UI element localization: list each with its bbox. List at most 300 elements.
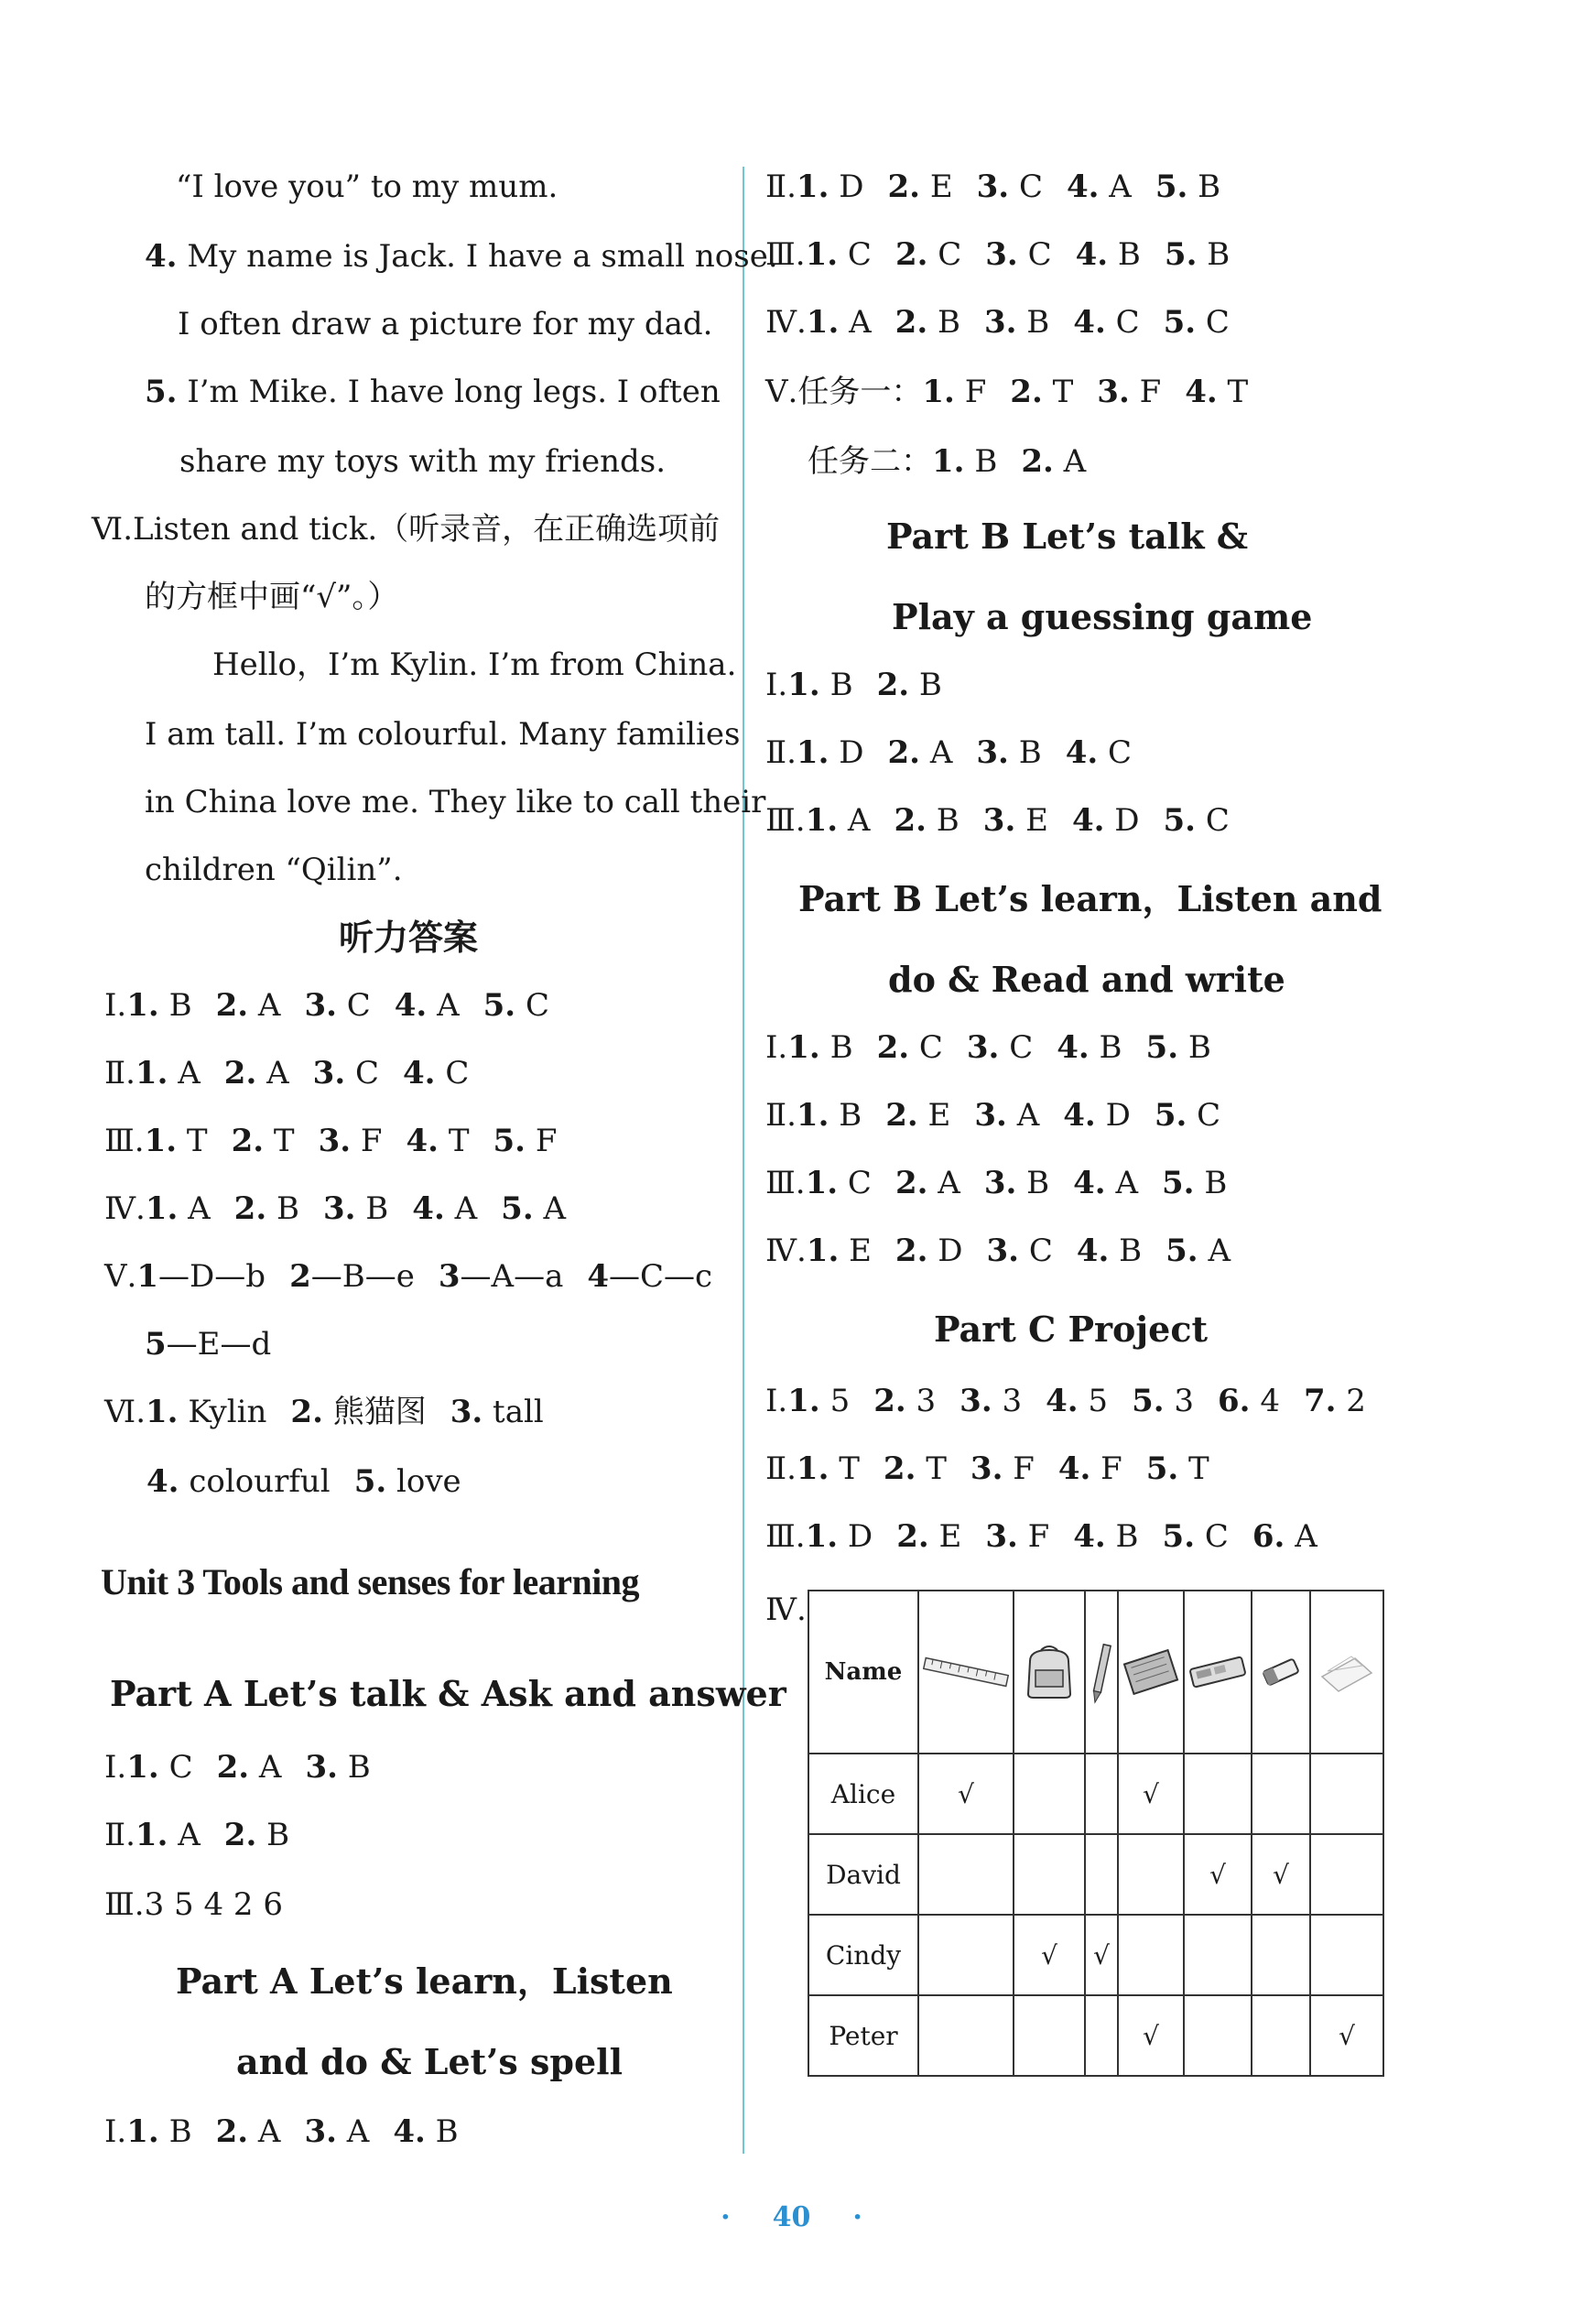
task-label: 任务二：	[808, 443, 932, 480]
answer-line	[765, 302, 1230, 342]
answer: C	[1205, 802, 1230, 839]
text-line: 的方框中画“√”。）	[145, 579, 399, 615]
item-number: 4.	[406, 1123, 439, 1159]
answer: B	[974, 443, 998, 480]
item-number: 5.	[1155, 168, 1188, 205]
section-label: Ⅰ.	[765, 667, 788, 703]
item-number: 1.	[787, 667, 820, 703]
answer: E	[1025, 802, 1048, 839]
answer: A	[258, 1749, 282, 1786]
section-heading: 听力答案	[339, 917, 479, 958]
item-number: 4.	[1071, 802, 1105, 839]
answer: F	[360, 1123, 383, 1159]
answer: A	[1063, 443, 1087, 480]
answer-line	[765, 1231, 1231, 1271]
answer: E	[849, 1233, 872, 1269]
answer: 3	[1002, 1383, 1023, 1419]
answer: 4	[1260, 1383, 1280, 1419]
answer: B	[1198, 168, 1221, 205]
item-number: 2.	[215, 2113, 249, 2150]
item-number: 3.	[985, 1518, 1018, 1555]
answer: B	[829, 667, 853, 703]
answer-line	[104, 2112, 459, 2152]
item-number: 1.	[146, 1394, 179, 1430]
item-number: 2.	[895, 236, 928, 273]
answer: C	[445, 1055, 470, 1091]
item-number: 4.	[1063, 1097, 1096, 1134]
section-label: Ⅰ.	[765, 1383, 788, 1419]
answer: F	[1013, 1450, 1035, 1487]
answer: T	[839, 1450, 860, 1487]
item-number: 1.	[135, 1817, 168, 1853]
unit-title: Unit 3 Tools and senses for learning	[101, 1561, 640, 1602]
paper-icon	[1310, 1591, 1383, 1754]
check-cell	[918, 1995, 1014, 2076]
item-number: 1.	[805, 1165, 839, 1201]
item-number: 2.	[216, 1749, 250, 1786]
section-label: Ⅰ.	[104, 987, 127, 1024]
answer: 2	[1346, 1383, 1366, 1419]
item-number: 3.	[1097, 374, 1130, 410]
answer-line	[765, 167, 1220, 207]
item-number: 3.	[305, 1749, 338, 1786]
item-number: 4.	[1073, 1518, 1106, 1555]
item-number: 3.	[976, 734, 1009, 771]
item-number: 5.	[493, 1123, 526, 1159]
item-number: 2.	[215, 987, 249, 1024]
answer: B	[365, 1190, 389, 1227]
answer: —B—e	[310, 1258, 415, 1295]
page-footer	[0, 2201, 1583, 2233]
item-number: 2.	[290, 1394, 323, 1430]
check-cell	[1085, 1834, 1118, 1915]
answer: A	[849, 304, 872, 341]
answer-line	[765, 372, 1248, 412]
answer: C	[1108, 734, 1133, 771]
table-header-row	[808, 1591, 1383, 1754]
section-label: Ⅲ.	[765, 802, 806, 839]
answer: Kylin	[188, 1394, 267, 1430]
item-number: 1.	[126, 987, 159, 1024]
answer-line	[104, 1053, 469, 1093]
answer: colourful	[189, 1463, 331, 1500]
answer: D	[938, 1233, 963, 1269]
section-label: Ⅳ.	[765, 1591, 807, 1628]
item-number: 3.	[450, 1394, 483, 1430]
item-number: 5.	[1163, 304, 1197, 341]
answer-line	[104, 985, 549, 1026]
item-number: 6.	[1218, 1383, 1251, 1419]
answer-line	[104, 1121, 557, 1161]
answer: 5	[829, 1383, 851, 1419]
answer: E	[929, 168, 953, 205]
answer: C	[847, 236, 872, 273]
section-label: Ⅳ.	[765, 304, 807, 341]
answer-line	[765, 1027, 1211, 1068]
text: My name is Jack. I have a small nose.	[187, 238, 778, 275]
answer: B	[168, 987, 192, 1024]
item-number: 4.	[1046, 1383, 1079, 1419]
answer-line	[104, 1884, 283, 1925]
answer: —D—b	[158, 1258, 266, 1295]
item-number: 2.	[887, 734, 920, 771]
item-number: 1.	[806, 1233, 840, 1269]
answer: love	[396, 1463, 461, 1500]
task-label: 任务一：	[797, 374, 923, 410]
student-name: David	[808, 1834, 918, 1915]
text-line: I am tall. I’m colourful. Many families	[145, 716, 741, 753]
check-cell: √	[1014, 1915, 1085, 1995]
section-label: Ⅳ.	[104, 1190, 146, 1227]
check-cell	[1310, 1834, 1383, 1915]
answer: B	[1117, 236, 1141, 273]
item-number: 4.	[1073, 304, 1106, 341]
item-number: 3.	[312, 1055, 346, 1091]
check-cell	[1118, 1915, 1184, 1995]
answer: C	[847, 1165, 872, 1201]
check-cell: √	[918, 1754, 1014, 1834]
answer: A	[454, 1190, 478, 1227]
item-number: 1.	[126, 2113, 159, 2150]
ruler-icon	[918, 1591, 1014, 1754]
item-number: 5.	[1164, 236, 1198, 273]
check-cell	[1310, 1754, 1383, 1834]
item-number: 3.	[304, 2113, 337, 2150]
answer: A	[178, 1055, 201, 1091]
item-number: 2.	[883, 1450, 916, 1487]
answer: B	[1204, 1165, 1228, 1201]
answer-line	[765, 1516, 1317, 1557]
answer: 3	[916, 1383, 937, 1419]
check-cell	[1014, 1754, 1085, 1834]
check-cell	[1252, 1995, 1310, 2076]
answer: B	[829, 1029, 853, 1066]
answer: F	[964, 374, 987, 410]
item-number: 2.	[1010, 374, 1043, 410]
answer: A	[188, 1190, 211, 1227]
answer-line	[145, 1324, 271, 1364]
answer: C	[1204, 1518, 1229, 1555]
item-number: 3.	[983, 304, 1017, 341]
item-number: 5.	[1162, 1518, 1196, 1555]
item-number: 5.	[1166, 1233, 1198, 1269]
answer: T	[448, 1123, 470, 1159]
check-cell	[1252, 1754, 1310, 1834]
check-cell	[1014, 1834, 1085, 1915]
item-number: 2.	[223, 1055, 257, 1091]
answer-line	[808, 441, 1086, 482]
item-number: 3.	[983, 1165, 1017, 1201]
section-label: Ⅱ.	[765, 734, 797, 771]
answer: T	[273, 1123, 295, 1159]
item-number: 2.	[873, 1383, 906, 1419]
student-name: Cindy	[808, 1915, 918, 1995]
item-number: 3.	[985, 236, 1018, 273]
item-number: 2.	[876, 1029, 910, 1066]
check-cell: √	[1085, 1915, 1118, 1995]
footer-dot: ·	[852, 2201, 862, 2233]
answer: 5	[1088, 1383, 1109, 1419]
answer: —C—c	[609, 1258, 713, 1295]
section-heading: Part A Let’s learn，Listen	[176, 1960, 673, 2002]
answer: F	[1027, 1518, 1050, 1555]
answer: C	[1028, 1233, 1053, 1269]
answer-line	[765, 1381, 1366, 1421]
item-number: 5.	[1145, 1029, 1179, 1066]
item-number: 5	[145, 1326, 167, 1363]
answer: tall	[493, 1394, 544, 1430]
answer: A	[1115, 1165, 1138, 1201]
table-row	[808, 1754, 1383, 1834]
answer: D	[839, 168, 864, 205]
item-number: 2	[289, 1258, 311, 1295]
check-cell: √	[1118, 1754, 1184, 1834]
section-label: Ⅱ.	[765, 1097, 797, 1134]
answer: T	[186, 1123, 208, 1159]
item-number: 2.	[223, 1817, 257, 1853]
item-number: 3.	[304, 987, 337, 1024]
answer: D	[847, 1518, 873, 1555]
section-heading: Part C Project	[934, 1309, 1209, 1350]
item-number: 5.	[1154, 1097, 1187, 1134]
check-cell	[1184, 1995, 1252, 2076]
item-number: 1.	[787, 1029, 820, 1066]
item-number: 4.	[1066, 168, 1100, 205]
answer: B	[168, 2113, 192, 2150]
item-number: 1.	[806, 304, 840, 341]
text-line	[92, 509, 720, 549]
text-line: children “Qilin”.	[145, 852, 403, 888]
page-number: 40	[772, 2201, 811, 2233]
answer: A	[178, 1817, 201, 1853]
item-number: 4.	[1185, 374, 1218, 410]
check-cell	[1252, 1915, 1310, 1995]
item-number: 3.	[970, 1450, 1003, 1487]
answer: C	[1115, 304, 1140, 341]
answer-line	[104, 1189, 566, 1229]
item-number: 2.	[887, 168, 920, 205]
section-label: Ⅱ.	[104, 1817, 136, 1853]
text-line: in China love me. They like to call their	[145, 784, 766, 820]
answer-line	[765, 234, 1230, 275]
answer: B	[918, 667, 942, 703]
answer: B	[937, 304, 960, 341]
text-line	[145, 372, 721, 412]
check-cell: √	[1184, 1834, 1252, 1915]
answer-line	[765, 733, 1132, 773]
student-name: Alice	[808, 1754, 918, 1834]
answer: A	[929, 734, 953, 771]
item-number: 1.	[126, 1749, 159, 1786]
item-number: 4.	[403, 1055, 436, 1091]
answer: C	[525, 987, 549, 1024]
check-cell	[1184, 1754, 1252, 1834]
answer: C	[354, 1055, 379, 1091]
item-number: 2.	[894, 802, 927, 839]
answer: A	[847, 802, 871, 839]
table-row	[808, 1834, 1383, 1915]
item-number: 4.	[393, 2113, 426, 2150]
answer: 3	[1174, 1383, 1195, 1419]
item-number: 7.	[1303, 1383, 1337, 1419]
answer: A	[266, 1055, 289, 1091]
item-number: 2.	[1021, 443, 1054, 480]
table-row	[808, 1915, 1383, 1995]
section-heading: Part B Let’s learn，Listen and	[798, 878, 1382, 919]
section-heading: Part A Let’s talk & Ask and answer	[110, 1673, 786, 1714]
answer: B	[1026, 1165, 1050, 1201]
answer: A	[1016, 1097, 1040, 1134]
item-number: 2.	[233, 1190, 267, 1227]
item-number: 4.	[1076, 1233, 1110, 1269]
section-label: Ⅵ.	[104, 1394, 146, 1430]
answer: —E—d	[166, 1326, 272, 1363]
check-cell	[1085, 1995, 1118, 2076]
item-number: 2.	[895, 1165, 928, 1201]
section-label: Ⅰ.	[104, 2113, 127, 2150]
item-number: 4.	[1075, 236, 1109, 273]
section-label: Ⅲ.	[765, 1518, 806, 1555]
answer: E	[938, 1518, 962, 1555]
answer: A	[346, 2113, 370, 2150]
item-number: 5.	[482, 987, 516, 1024]
answer: A	[1208, 1233, 1231, 1269]
answer: 熊猫图	[332, 1394, 427, 1430]
answer: A	[257, 987, 281, 1024]
item-number: 1.	[144, 1123, 178, 1159]
section-heading: Part B Let’s talk &	[886, 516, 1249, 557]
answer: B	[839, 1097, 862, 1134]
answer: C	[346, 987, 371, 1024]
section-label: Ⅱ.	[765, 1450, 797, 1487]
item-number: 1.	[805, 236, 839, 273]
tools-table	[808, 1590, 1384, 2077]
notebook-icon	[1118, 1591, 1184, 1754]
text-line: “I love you” to my mum.	[176, 168, 558, 205]
answer: A	[938, 1165, 960, 1201]
item-number: 1	[136, 1258, 159, 1295]
section-label: Ⅳ.	[765, 1233, 807, 1269]
answer: F	[1101, 1450, 1122, 1487]
item-number: 3.	[986, 1233, 1019, 1269]
answer: C	[938, 236, 962, 273]
eraser-icon	[1252, 1591, 1310, 1754]
answer: A	[543, 1190, 567, 1227]
text-line: Hello，I’m Kylin. I’m from China.	[212, 646, 737, 683]
check-cell	[1118, 1834, 1184, 1915]
pencil-box-icon	[1184, 1591, 1252, 1754]
check-cell: √	[1310, 1995, 1383, 2076]
table-row	[808, 1995, 1383, 2076]
answer: E	[927, 1097, 951, 1134]
answer-line	[765, 800, 1230, 841]
item-number: 1.	[796, 1097, 829, 1134]
item-number: 4.	[1065, 734, 1099, 771]
answer: A	[437, 987, 460, 1024]
item-number: 5.	[501, 1190, 534, 1227]
item-number: 1.	[796, 1450, 829, 1487]
check-cell	[1184, 1915, 1252, 1995]
answer-line	[765, 1163, 1227, 1203]
answer: A	[257, 2113, 281, 2150]
item-number: 1.	[145, 1190, 179, 1227]
item-number: 1.	[796, 168, 829, 205]
section-label: Ⅲ.	[765, 236, 806, 273]
text-line: I often draw a picture for my dad.	[178, 306, 713, 342]
item-number: 1.	[796, 734, 829, 771]
item-number: 6.	[1252, 1518, 1285, 1555]
section-label: Ⅵ.	[92, 511, 134, 548]
check-cell	[918, 1834, 1014, 1915]
item-number: 4.	[145, 238, 178, 275]
answer: C	[1197, 1097, 1221, 1134]
text: I’m Mike. I have long legs. I often	[187, 374, 721, 410]
item-number: 4	[587, 1258, 610, 1295]
answer: B	[1115, 1518, 1139, 1555]
answer: T	[1188, 1450, 1209, 1487]
answer: F	[1139, 374, 1162, 410]
answer: B	[1018, 734, 1042, 771]
answer: C	[168, 1749, 193, 1786]
item-number: 4.	[1057, 1029, 1090, 1066]
answer-line	[765, 1449, 1209, 1489]
answer: C	[1009, 1029, 1034, 1066]
text-line: share my toys with my friends.	[179, 443, 667, 480]
text-line	[145, 236, 778, 277]
section-heading: do & Read and write	[888, 959, 1285, 1000]
section-label: Ⅲ.	[104, 1886, 145, 1923]
check-cell: √	[1118, 1995, 1184, 2076]
answer: T	[1052, 374, 1074, 410]
answer-line	[104, 1392, 544, 1432]
answer: B	[266, 1817, 290, 1853]
student-name: Peter	[808, 1995, 918, 2076]
item-number: 1.	[922, 374, 955, 410]
answer-line	[765, 1095, 1220, 1135]
item-number: 1.	[787, 1383, 820, 1419]
answer: A	[1295, 1518, 1317, 1555]
schoolbag-icon	[1014, 1591, 1085, 1754]
item-number: 1.	[805, 802, 839, 839]
item-number: 5.	[1145, 1450, 1179, 1487]
item-number: 3.	[318, 1123, 352, 1159]
check-cell	[918, 1915, 1014, 1995]
text: Listen and tick.（听录音，在正确选项前	[133, 511, 721, 548]
answer: T	[926, 1450, 947, 1487]
section-label: Ⅴ.	[765, 374, 798, 410]
section-label: Ⅴ.	[104, 1258, 137, 1295]
answer-line	[765, 665, 942, 705]
item-number: 2.	[895, 1233, 928, 1269]
answer: C	[1027, 236, 1052, 273]
item-number: 4.	[1073, 1165, 1106, 1201]
footer-dot: ·	[721, 2201, 731, 2233]
answer: D	[1114, 802, 1140, 839]
answer: B	[1207, 236, 1231, 273]
check-cell	[1310, 1915, 1383, 1995]
section-label: Ⅲ.	[765, 1165, 806, 1201]
item-number: 2.	[885, 1097, 918, 1134]
answer: B	[1187, 1029, 1211, 1066]
item-number: 1.	[805, 1518, 839, 1555]
column-divider	[743, 167, 744, 2154]
item-number: 4.	[412, 1190, 445, 1227]
section-heading: and do & Let’s spell	[236, 2041, 623, 2082]
section-heading: Play a guessing game	[892, 596, 1313, 637]
answer-line	[146, 1461, 461, 1502]
section-label: Ⅰ.	[104, 1749, 127, 1786]
section-label: Ⅱ.	[104, 1055, 136, 1091]
